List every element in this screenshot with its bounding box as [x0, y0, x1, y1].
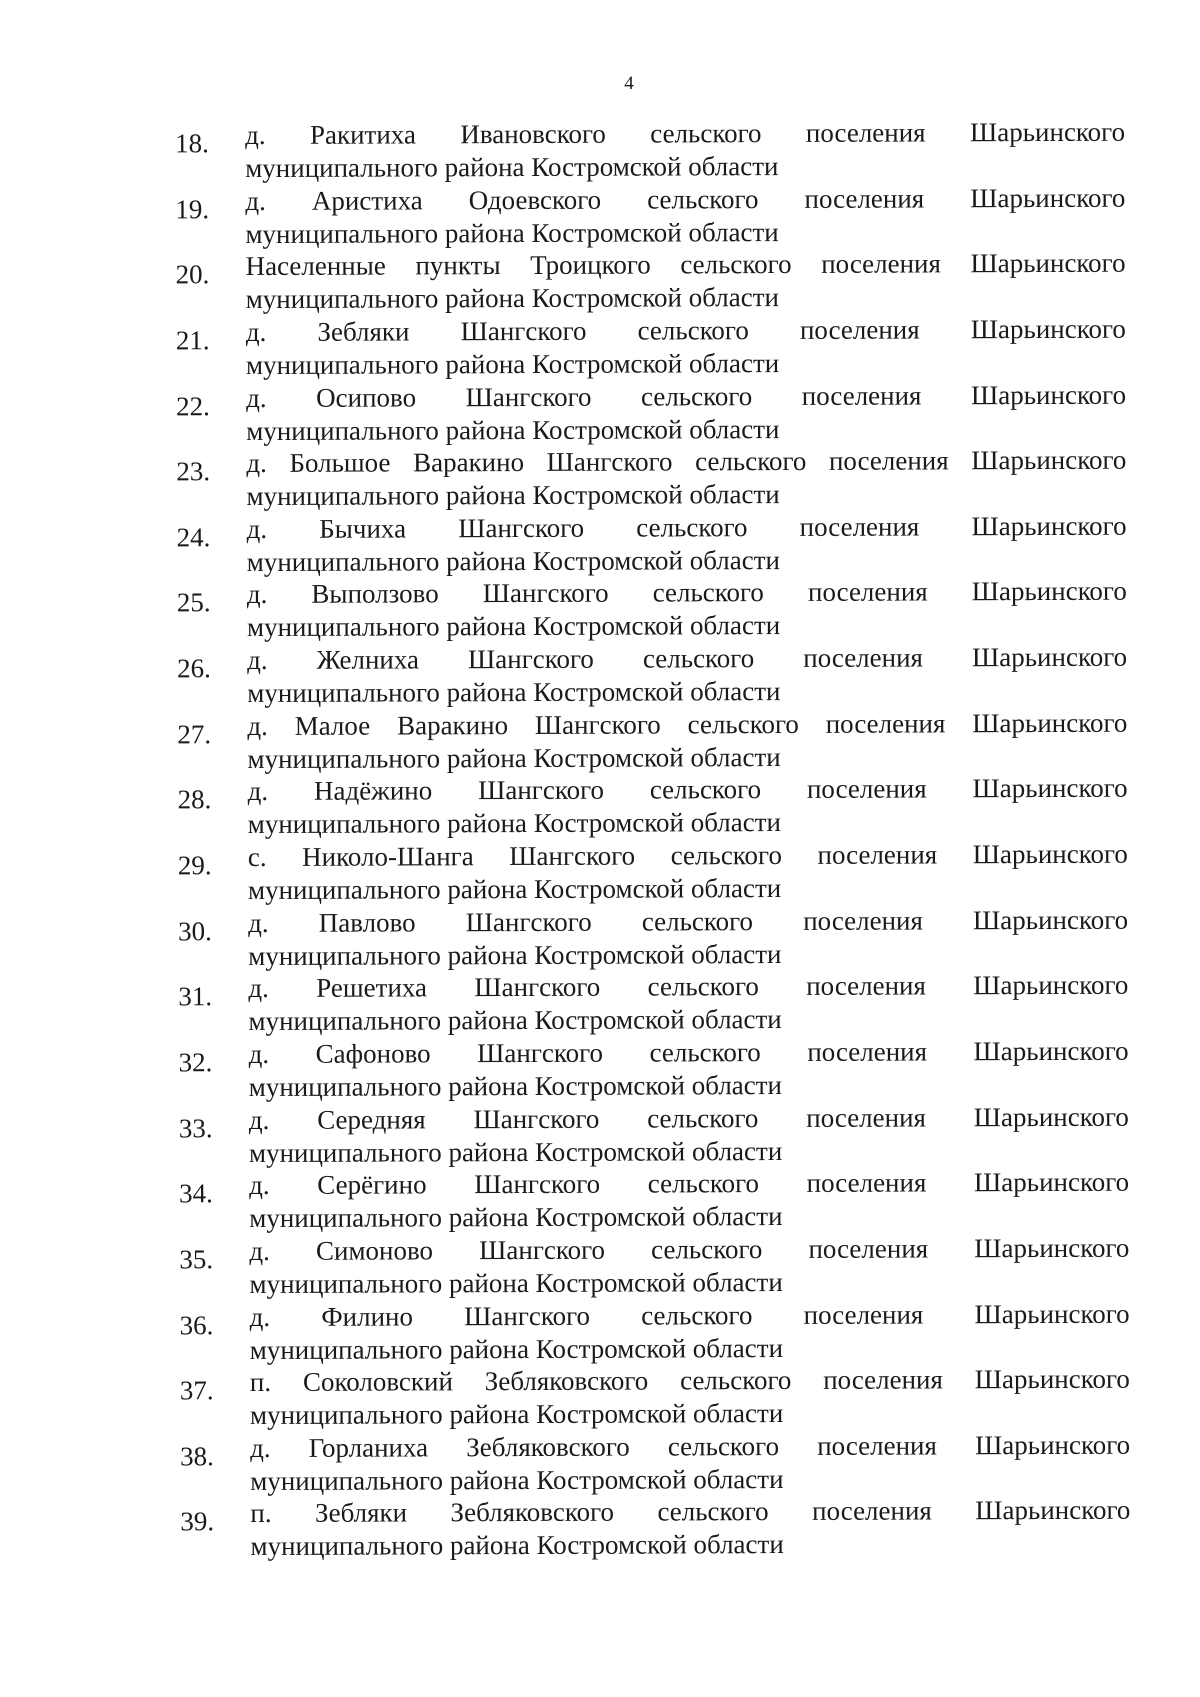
item-text-line2: муниципального района Костромской области: [247, 873, 782, 906]
list-item: [5, 1363, 1200, 1433]
list-item: [2, 706, 1200, 776]
item-text-line1: д. Бычиха Шангского сельского поселения Шарьинского: [246, 510, 1127, 544]
list-item: [5, 1428, 1200, 1498]
item-text-line1: п. Зебляки Зебляковского сельского поселения Шарьинского: [250, 1495, 1131, 1529]
item-number: 36.: [179, 1309, 214, 1340]
list-item: [1, 444, 1200, 514]
item-text: [246, 444, 1126, 513]
item-number: 18.: [175, 128, 209, 159]
item-number: 37.: [179, 1375, 214, 1406]
list-item: [4, 1034, 1200, 1104]
list-item: [2, 509, 1200, 579]
list-item: [3, 969, 1200, 1039]
item-text-line2: муниципального района Костромской области: [247, 676, 781, 709]
list-item: [4, 1231, 1200, 1301]
list-item: [2, 641, 1200, 711]
item-text-line2: муниципального района Костромской области: [246, 544, 781, 577]
item-number: 32.: [178, 1047, 213, 1078]
item-text-line2: муниципального района Костромской области: [245, 347, 780, 380]
list-item: [1, 378, 1200, 448]
item-text: [247, 510, 1127, 579]
item-text-line2: муниципального района Костромской области: [246, 479, 780, 512]
item-text-line1: д. Решетиха Шангского сельского поселения Шарьинского: [248, 970, 1129, 1004]
item-text: [246, 378, 1126, 447]
item-text-line1: д. Середняя Шангского сельского поселения Шарьинского: [248, 1101, 1129, 1135]
item-text-line2: муниципального района Костромской области: [246, 413, 780, 446]
item-text-line1: с. Николо-Шанга Шангского сельского поселения Шарьинского: [247, 838, 1128, 873]
item-text: [246, 313, 1126, 382]
item-number: 38.: [180, 1441, 214, 1472]
item-text: [248, 838, 1128, 907]
list-item: [4, 1166, 1200, 1236]
item-text-line1: д. Малое Варакино Шангского сельского поселения Шарьинского: [247, 707, 1128, 741]
item-text-line2: муниципального района Костромской области: [249, 1332, 784, 1365]
item-number: 26.: [177, 653, 211, 684]
list-item: [3, 837, 1200, 907]
item-text-line2: муниципального района Костромской области: [248, 1069, 783, 1103]
item-text: [246, 247, 1126, 316]
item-number: 19.: [175, 193, 210, 224]
item-number: 28.: [177, 784, 212, 815]
item-text-line1: д. Горланиха Зебляковского сельского поселения Шарьинского: [250, 1429, 1131, 1463]
list-item: [1, 312, 1200, 382]
item-text-line1: д. Сафоново Шангского сельского поселения Шарьинского: [248, 1035, 1129, 1070]
item-text: [248, 969, 1128, 1038]
item-text-line2: муниципального района Костромской области: [249, 1398, 784, 1431]
list-item: [5, 1297, 1200, 1367]
page-number: 4: [624, 73, 634, 94]
item-text: [248, 772, 1128, 841]
item-number: 20.: [175, 259, 210, 290]
item-number: 22.: [176, 390, 210, 421]
item-text-line1: д. Большое Варакино Шангского сельского поселения Шарьинского: [246, 444, 1127, 479]
item-text: [249, 1166, 1129, 1235]
item-text-line2: муниципального района Костромской области: [250, 1463, 784, 1496]
item-text-line1: д. Серёгино Шангского сельского поселения Шарьинского: [249, 1166, 1130, 1201]
item-number: 21.: [175, 325, 210, 356]
list-item: [4, 1100, 1200, 1170]
item-text: [249, 1100, 1129, 1169]
item-text-line1: д. Надёжино Шангского сельского поселения Шарьинского: [247, 773, 1128, 807]
item-number: 27.: [177, 718, 212, 750]
item-text-line2: муниципального района Костромской области: [248, 1135, 783, 1168]
list-item: [0, 115, 1200, 185]
item-number: 39.: [180, 1506, 215, 1537]
item-text-line1: д. Павлово Шангского сельского поселения Шарьинского: [248, 904, 1129, 938]
item-text: [247, 706, 1127, 775]
item-text: [250, 1428, 1130, 1497]
item-text: [248, 903, 1128, 972]
item-text: [249, 1035, 1129, 1104]
list-item: [5, 1494, 1200, 1564]
item-text: [250, 1494, 1130, 1563]
item-text: [250, 1363, 1130, 1432]
item-text-line2: муниципального района Костромской области: [250, 1529, 784, 1562]
settlement-list: [0, 115, 1200, 1564]
list-item: [1, 247, 1200, 317]
item-text: [247, 575, 1127, 644]
item-text-line2: муниципального района Костромской области: [249, 1266, 783, 1299]
item-text-line1: п. Соколовский Зебляковского сельского поселения Шарьинского: [249, 1363, 1130, 1398]
item-text-line2: муниципального района Костромской области: [248, 1004, 782, 1037]
item-number: 31.: [178, 981, 213, 1012]
item-text: [247, 641, 1127, 710]
list-item: [3, 903, 1200, 973]
item-number: 29.: [177, 850, 212, 881]
item-text-line1: д. Аристиха Одоевского сельского поселения Шарьинского: [245, 182, 1126, 216]
item-number: 34.: [179, 1178, 213, 1209]
item-number: 33.: [178, 1112, 213, 1143]
item-number: 35.: [179, 1244, 214, 1275]
item-number: 23.: [176, 456, 211, 487]
item-text-line1: Населенные пункты Троицкого сельского поселения Шарьинского: [245, 247, 1126, 282]
item-text-line2: муниципального района Костромской области: [245, 216, 779, 249]
item-text-line1: д. Ракитиха Ивановского сельского поселения Шарьинского: [245, 116, 1126, 151]
item-text-line1: д. Симоново Шангского сельского поселения Шарьинского: [249, 1232, 1130, 1266]
item-text: [250, 1297, 1130, 1366]
item-text-line2: муниципального района Костромской области: [249, 1201, 783, 1234]
item-text-line2: муниципального района Костромской области: [248, 938, 782, 971]
item-text-line1: д. Выползово Шангского сельского поселения Шарьинского: [246, 576, 1127, 610]
list-item: [3, 772, 1200, 842]
item-text: [245, 116, 1125, 185]
item-text: [249, 1232, 1129, 1301]
item-number: 30.: [178, 915, 212, 947]
item-text-line2: муниципального района Костромской области: [245, 282, 780, 315]
list-item: [2, 575, 1200, 645]
list-item: [0, 181, 1200, 251]
item-text-line2: муниципального района Костромской области: [246, 610, 781, 643]
item-number: 24.: [176, 522, 211, 553]
item-text-line1: д. Осипово Шангского сельского поселения Шарьинского: [246, 379, 1127, 413]
item-text-line2: муниципального района Костромской области: [247, 807, 782, 840]
item-text-line2: муниципального района Костромской области: [245, 151, 779, 184]
item-text-line1: д. Желниха Шангского сельского поселения Шарьинского: [247, 641, 1128, 676]
item-text-line2: муниципального района Костромской области: [247, 741, 781, 774]
item-text-line1: д. Зебляки Шангского сельского поселения Шарьинского: [245, 313, 1126, 347]
item-text-line1: д. Филино Шангского сельского поселения Шарьинского: [249, 1298, 1130, 1332]
item-number: 25.: [176, 587, 211, 618]
item-text: [245, 181, 1125, 250]
